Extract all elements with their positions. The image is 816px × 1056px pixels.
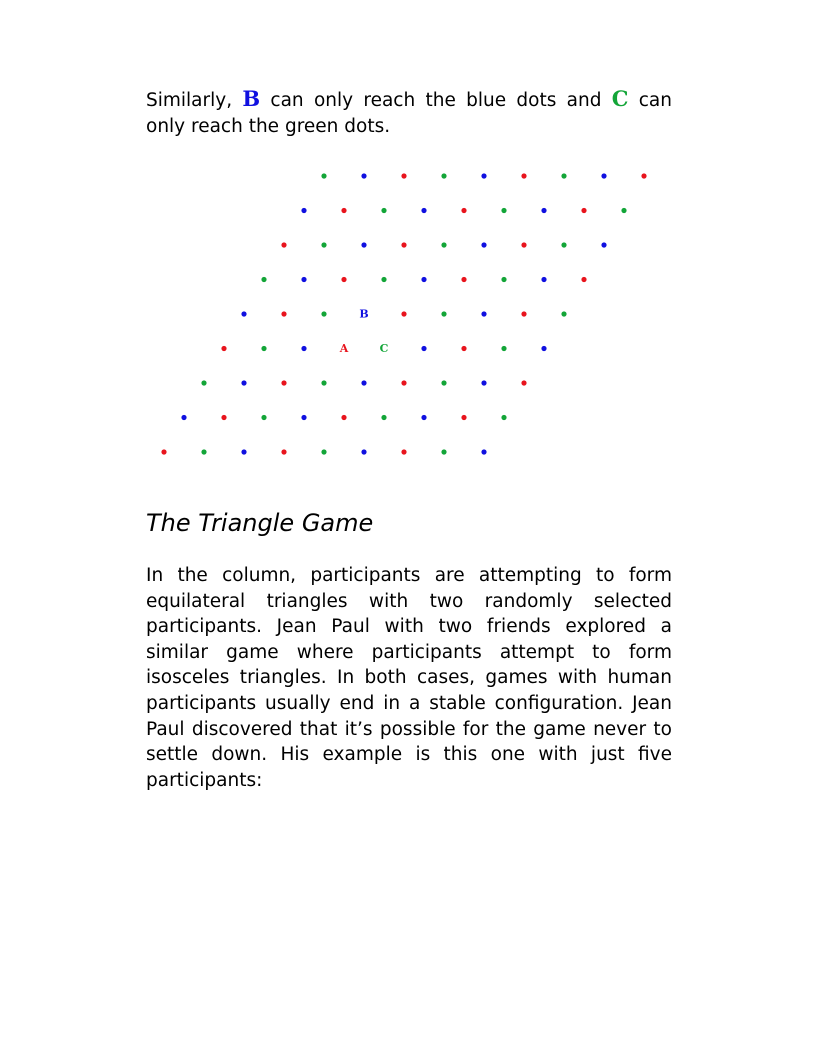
lattice-dot-green: [321, 449, 326, 454]
lattice-dot-red: [581, 208, 586, 213]
lattice-dot-red: [581, 277, 586, 282]
lattice-dot-green: [261, 346, 266, 351]
lattice-dot-green: [501, 277, 506, 282]
section-heading: The Triangle Game: [146, 509, 374, 537]
lattice-dot-green: [381, 415, 386, 420]
lattice-dot-red: [521, 173, 526, 178]
lattice-dot-green: [561, 173, 566, 178]
lattice-dot-red: [641, 173, 646, 178]
lattice-dot-blue: [241, 449, 246, 454]
section-paragraph: In the column, participants are attempting to form equilateral triangles with two randomly selected participants. Jean Paul with two friends explored a similar game where participants attempt to form isosceles triangles. In both cases, games with human participants usually end in a stable configuration. Jean Paul discovered that it’s possible for the game never to settle down. His example is this one with just five participants:: [146, 565, 672, 791]
lattice-dot-blue: [481, 242, 486, 247]
lattice-dot-green: [321, 173, 326, 178]
lattice-dot-red: [461, 208, 466, 213]
lattice-dot-red: [221, 346, 226, 351]
lattice-dot-red: [281, 311, 286, 316]
lattice-dot-green: [321, 311, 326, 316]
lattice-dot-blue: [421, 208, 426, 213]
lattice-dot-green: [381, 208, 386, 213]
lattice-dot-green: [441, 242, 446, 247]
lattice-dot-green: [381, 277, 386, 282]
lattice-dot-blue: [481, 311, 486, 316]
lattice-dot-green: [441, 449, 446, 454]
lattice-dot-blue: [361, 449, 366, 454]
lattice-dot-red: [461, 415, 466, 420]
lattice-dot-red: [521, 380, 526, 385]
lattice-dot-green: [621, 208, 626, 213]
lattice-dot-blue: [181, 415, 186, 420]
lattice-dot-blue: [301, 277, 306, 282]
lattice-dot-red: [401, 311, 406, 316]
lattice-dot-green: [321, 242, 326, 247]
lattice-dot-green: [261, 277, 266, 282]
lattice-dot-red: [521, 242, 526, 247]
lattice-label-a: A: [339, 342, 349, 355]
lattice-dot-green: [321, 380, 326, 385]
lattice-dot-blue: [421, 277, 426, 282]
lattice-dot-blue: [361, 380, 366, 385]
lattice-dot-blue: [301, 346, 306, 351]
intro-text-2: can only reach the blue dots and: [260, 90, 612, 111]
letter-b: B: [242, 86, 261, 111]
lattice-dot-green: [201, 380, 206, 385]
lattice-dot-green: [441, 173, 446, 178]
lattice-dot-blue: [421, 415, 426, 420]
lattice-dot-red: [461, 277, 466, 282]
lattice-dot-blue: [601, 242, 606, 247]
lattice-dot-blue: [541, 277, 546, 282]
intro-text-3: can only reach the green dots.: [146, 90, 672, 137]
lattice-dot-blue: [481, 380, 486, 385]
lattice-dot-red: [401, 380, 406, 385]
lattice-dot-blue: [301, 208, 306, 213]
lattice-dot-red: [401, 242, 406, 247]
lattice-dot-green: [261, 415, 266, 420]
lattice-dot-red: [161, 449, 166, 454]
lattice-dot-green: [501, 346, 506, 351]
lattice-dot-blue: [421, 346, 426, 351]
lattice-dot-red: [281, 242, 286, 247]
intro-text-1: Similarly,: [146, 90, 243, 111]
lattice-dot-blue: [541, 208, 546, 213]
lattice-dot-blue: [481, 173, 486, 178]
lattice-dot-red: [341, 277, 346, 282]
lattice-dot-green: [561, 311, 566, 316]
lattice-dot-blue: [601, 173, 606, 178]
triangular-lattice-figure: [0, 0, 816, 500]
lattice-dot-red: [461, 346, 466, 351]
lattice-dot-green: [441, 311, 446, 316]
lattice-dot-blue: [541, 346, 546, 351]
lattice-dot-green: [501, 208, 506, 213]
lattice-dot-blue: [241, 311, 246, 316]
lattice-dot-red: [401, 173, 406, 178]
lattice-label-b: B: [359, 307, 369, 321]
lattice-dot-red: [221, 415, 226, 420]
lattice-dot-blue: [361, 242, 366, 247]
lattice-dot-red: [281, 380, 286, 385]
lattice-dot-green: [501, 415, 506, 420]
lattice-dot-red: [521, 311, 526, 316]
lattice-dot-blue: [241, 380, 246, 385]
lattice-dot-red: [341, 415, 346, 420]
lattice-dot-red: [281, 449, 286, 454]
lattice-dot-blue: [301, 415, 306, 420]
lattice-dot-blue: [361, 173, 366, 178]
lattice-dot-red: [401, 449, 406, 454]
lattice-dot-green: [561, 242, 566, 247]
lattice-dot-green: [201, 449, 206, 454]
lattice-dot-red: [341, 208, 346, 213]
lattice-dot-green: [441, 380, 446, 385]
letter-c: C: [611, 86, 629, 111]
lattice-dot-blue: [481, 449, 486, 454]
lattice-label-c: C: [379, 342, 389, 355]
